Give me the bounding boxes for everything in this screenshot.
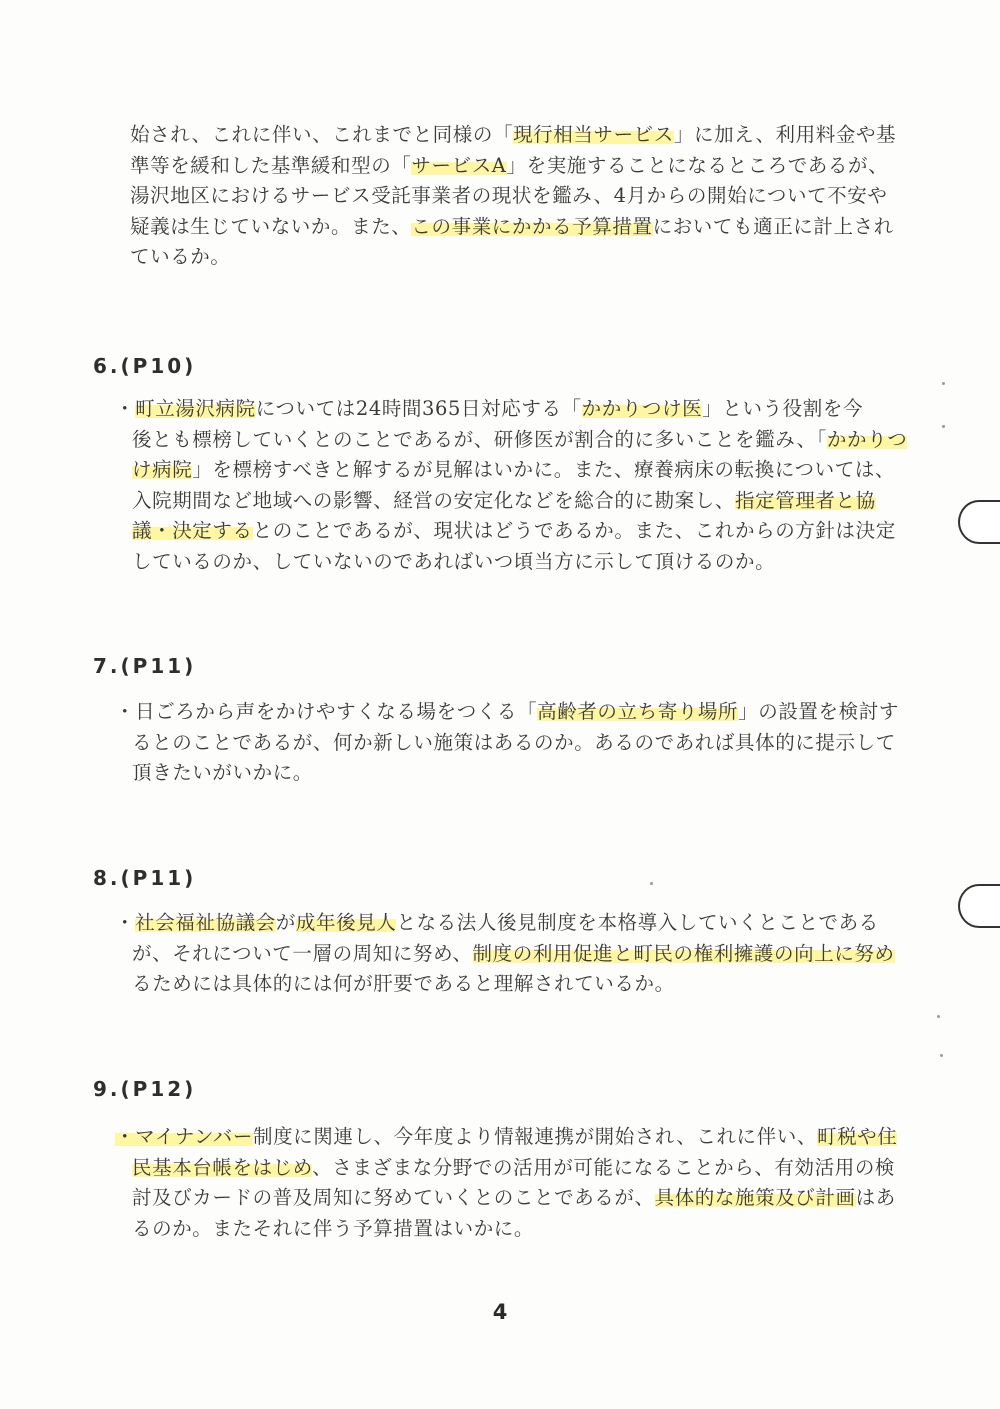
text-segment: 頂きたいがいかに。 <box>132 761 313 784</box>
highlighted-text: 民基本台帳をはじめ <box>132 1155 313 1179</box>
highlighted-text: 高齢者の立ち寄り場所 <box>537 700 739 723</box>
text-line <box>115 486 915 517</box>
text-segment: 湯沢地区におけるサービス受託事業者の現状を鑑み、4月からの開始について不安や <box>130 184 888 207</box>
highlighted-text: サービスA <box>411 153 507 177</box>
text-line <box>115 1153 915 1184</box>
intro-paragraph <box>130 120 910 273</box>
text-line <box>115 1183 915 1214</box>
text-line <box>115 425 915 456</box>
text-segment: 」を標榜すべきと解するが見解はいかに。また、療養病床の転換については、 <box>192 458 896 481</box>
text-line <box>115 516 915 547</box>
text-segment: はあ <box>855 1186 896 1209</box>
text-segment: については24時間365日対応する「 <box>255 397 582 420</box>
text-segment: ているか。 <box>130 245 231 268</box>
text-line <box>130 212 910 243</box>
text-segment: るとのことであるが、何か新しい施策はあるのか。あるのであれば具体的に提示して <box>132 730 896 754</box>
text-segment: が、それについて一層の周知に努め、 <box>132 941 473 965</box>
scan-speck <box>650 882 653 885</box>
highlighted-text: 現行相当サービス <box>513 123 674 146</box>
text-segment: 入院期間など地域への影響、経営の安定化などを総合的に勘案し、 <box>132 488 736 512</box>
text-segment: ・ <box>115 397 136 420</box>
text-segment: 」を実施することになるところであるが、 <box>506 153 889 177</box>
text-line <box>115 394 915 425</box>
text-line <box>115 908 915 939</box>
highlighted-text: この事業にかかる予算措置 <box>411 214 653 238</box>
highlighted-text: かかりつけ医 <box>581 397 703 420</box>
item-8-heading: 8.(P11) <box>93 866 197 890</box>
highlighted-text: 町立湯沢病院 <box>135 397 256 420</box>
text-segment: とのことであるが、現状はどうであるか。また、これからの方針は決定 <box>252 519 896 542</box>
text-segment: 制度に関連し、今年度より情報連携が開始され、これに伴い、 <box>252 1125 817 1148</box>
highlighted-text: かかりつ <box>826 427 908 451</box>
text-segment: 疑義は生じていないか。また、 <box>130 214 412 238</box>
highlighted-text: 議・決定する <box>132 519 253 542</box>
highlighted-text: ・マイナンバー <box>115 1125 253 1148</box>
scan-speck <box>937 1015 940 1018</box>
text-line <box>115 697 915 728</box>
text-segment: しているのか、していないのであればいつ頃当方に示して頂けるのか。 <box>132 549 776 573</box>
item-7-heading: 7.(P11) <box>93 654 197 678</box>
text-line <box>130 120 910 151</box>
punch-hole-bottom <box>958 884 1000 928</box>
highlighted-text: 成年後見人 <box>295 911 397 934</box>
highlighted-text: 指定管理者と協 <box>735 488 876 512</box>
text-segment: るのか。またそれに伴う予算措置はいかに。 <box>132 1216 535 1240</box>
text-line <box>115 939 915 970</box>
text-segment: るためには具体的には何が肝要であると理解されているか。 <box>132 972 675 995</box>
highlighted-text: 社会福祉協議会 <box>135 911 276 934</box>
item-7-body <box>115 697 915 789</box>
item-8-body <box>115 908 915 1000</box>
item-9-heading: 9.(P12) <box>93 1077 197 1101</box>
highlighted-text: 制度の利用促進と町民の権利擁護の向上に努め <box>472 941 895 965</box>
text-segment: となる法人後見制度を本格導入していくとことである <box>396 911 879 934</box>
text-line <box>115 1214 915 1245</box>
text-segment: 後とも標榜していくとのことであるが、研修医が割合的に多いことを鑑み、「 <box>132 427 827 451</box>
text-segment: 、さまざまな分野での活用が可能になることから、有効活用の検 <box>312 1155 896 1179</box>
text-line <box>115 547 915 578</box>
text-segment: 」に加え、利用料金や基 <box>673 123 897 146</box>
scan-speck <box>942 425 945 428</box>
text-segment: 始され、これに伴い、これまでと同様の「 <box>130 123 514 146</box>
text-segment: 準等を緩和した基準緩和型の「 <box>130 153 412 177</box>
text-line <box>130 242 910 273</box>
text-segment: ・ <box>115 911 136 934</box>
text-line <box>115 758 915 789</box>
text-line <box>130 151 910 182</box>
text-line <box>115 1122 915 1153</box>
punch-hole-top <box>958 500 1000 544</box>
text-line <box>115 455 915 486</box>
text-segment: ・日ごろから声をかけやすくなる場をつくる「 <box>115 700 538 723</box>
item-9-body <box>115 1122 915 1244</box>
text-segment: においても適正に計上され <box>652 214 894 238</box>
scan-speck <box>940 1054 943 1057</box>
text-segment: 」の設置を検討す <box>738 700 899 723</box>
highlighted-text: 具体的な施策及び計画 <box>654 1186 856 1209</box>
text-line <box>130 181 910 212</box>
page-number: 4 <box>492 1300 508 1324</box>
text-segment: 討及びカードの普及周知に努めていくとのことであるが、 <box>132 1186 655 1209</box>
item-6-body <box>115 394 915 577</box>
text-line <box>115 728 915 759</box>
text-line <box>115 969 915 1000</box>
item-6-heading: 6.(P10) <box>93 354 197 378</box>
text-segment: が <box>275 911 296 934</box>
scan-speck <box>942 382 945 385</box>
text-segment: 」という役割を今 <box>702 397 864 420</box>
highlighted-text: け病院 <box>132 458 193 481</box>
highlighted-text: 町税や住 <box>816 1125 898 1148</box>
